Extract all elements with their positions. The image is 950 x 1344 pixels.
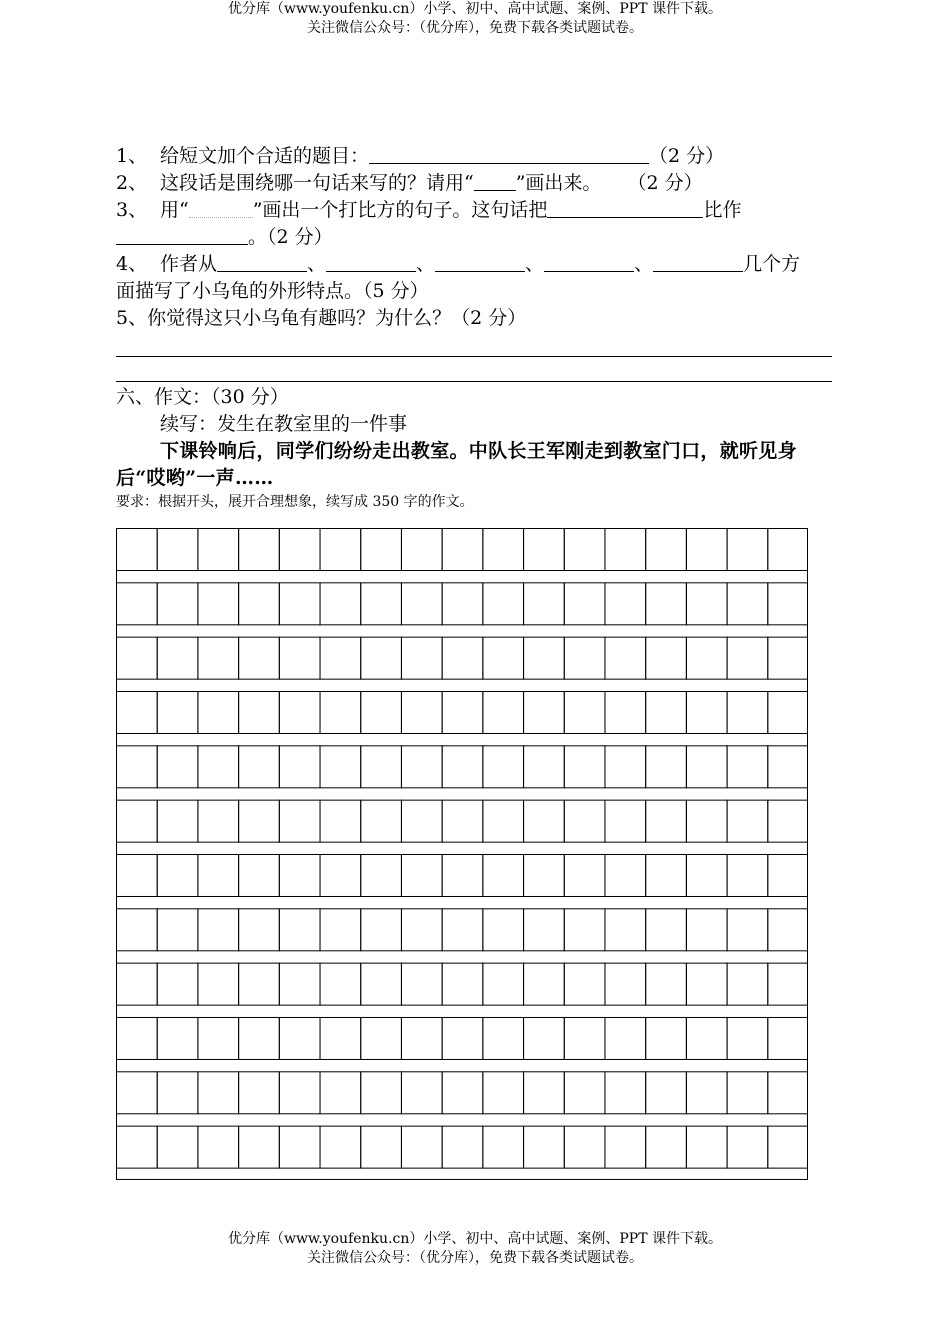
question-3 [116, 197, 832, 224]
grid-cell[interactable] [524, 583, 565, 625]
question-3-cont [116, 224, 832, 251]
grid-cell[interactable] [646, 854, 687, 896]
grid-cell[interactable] [768, 529, 808, 571]
grid-cell[interactable] [279, 800, 320, 842]
grid-cell[interactable] [198, 637, 239, 679]
grid-cell[interactable] [768, 1072, 808, 1114]
grid-cell[interactable] [524, 529, 565, 571]
grid-cell[interactable] [198, 746, 239, 788]
footer-line-1: 优分库（www.youfenku.cn）小学、初中、高中试题、案例、PPT 课件下载。 [227, 1231, 722, 1247]
composition-title: 六、作文：（30 分） [116, 386, 289, 408]
grid-cell[interactable] [524, 746, 565, 788]
grid-cell[interactable] [320, 909, 361, 951]
grid-cell[interactable] [157, 691, 198, 733]
answer-blank[interactable] [116, 226, 248, 245]
grid-cell[interactable] [768, 746, 808, 788]
answer-blank[interactable] [326, 253, 416, 272]
grid-cell[interactable] [401, 963, 442, 1005]
grid-cell[interactable] [198, 800, 239, 842]
grid-cell[interactable] [646, 909, 687, 951]
grid-cell[interactable] [361, 691, 402, 733]
grid-cell[interactable] [239, 854, 280, 896]
grid-cell[interactable] [320, 800, 361, 842]
grid-cell[interactable] [727, 691, 768, 733]
grid-cell[interactable] [442, 529, 483, 571]
question-2 [116, 170, 832, 197]
grid-cell[interactable] [279, 854, 320, 896]
grid-cell[interactable] [564, 691, 605, 733]
grid-cell[interactable] [483, 1017, 524, 1059]
grid-cell[interactable] [483, 800, 524, 842]
grid-cell[interactable] [442, 800, 483, 842]
grid-cell[interactable] [686, 854, 727, 896]
grid-cell[interactable] [361, 1017, 402, 1059]
grid-cell[interactable] [768, 800, 808, 842]
grid-cell[interactable] [157, 963, 198, 1005]
composition-requirement: 要求：根据开头，展开合理想象，续写成 350 字的作文。 [116, 494, 474, 510]
grid-cell[interactable] [198, 1017, 239, 1059]
grid-cell[interactable] [605, 583, 646, 625]
grid-cell[interactable] [117, 854, 158, 896]
grid-cell[interactable] [646, 1126, 687, 1168]
question-4 [116, 251, 832, 278]
grid-cell[interactable] [361, 746, 402, 788]
grid-cell[interactable] [320, 1017, 361, 1059]
question-text: 用“ [160, 199, 189, 221]
grid-cell[interactable] [727, 854, 768, 896]
grid-cell[interactable] [686, 583, 727, 625]
answer-line-2[interactable] [116, 357, 832, 382]
grid-cell[interactable] [564, 963, 605, 1005]
grid-cell[interactable] [483, 963, 524, 1005]
grid-cell[interactable] [483, 1072, 524, 1114]
grid-cell[interactable] [483, 583, 524, 625]
grid-cell[interactable] [320, 637, 361, 679]
answer-blank[interactable] [653, 253, 743, 272]
grid-cell[interactable] [401, 637, 442, 679]
grid-cell[interactable] [442, 854, 483, 896]
grid-cell[interactable] [605, 746, 646, 788]
question-1 [116, 143, 832, 170]
grid-cell[interactable] [646, 1017, 687, 1059]
separator: 、 [525, 253, 545, 275]
grid-cell[interactable] [605, 1072, 646, 1114]
grid-cell[interactable] [605, 1017, 646, 1059]
grid-cell[interactable] [564, 1017, 605, 1059]
question-text: ”画出一个打比方的句子。这句话把 [252, 199, 548, 221]
grid-cell[interactable] [686, 1017, 727, 1059]
grid-cell[interactable] [442, 691, 483, 733]
grid-cell[interactable] [157, 1072, 198, 1114]
grid-cell[interactable] [198, 963, 239, 1005]
grid-cell[interactable] [198, 583, 239, 625]
grid-cell[interactable] [239, 909, 280, 951]
grid-cell[interactable] [727, 583, 768, 625]
grid-cell[interactable] [320, 529, 361, 571]
grid-cell[interactable] [686, 1126, 727, 1168]
grid-cell[interactable] [564, 854, 605, 896]
grid-cell[interactable] [279, 691, 320, 733]
grid-cell[interactable] [483, 746, 524, 788]
grid-cell[interactable] [320, 1126, 361, 1168]
grid-cell[interactable] [401, 691, 442, 733]
grid-cell[interactable] [117, 1072, 158, 1114]
question-number: 3、 [116, 199, 148, 221]
grid-cell[interactable] [279, 637, 320, 679]
grid-cell[interactable] [564, 637, 605, 679]
grid-cell[interactable] [361, 963, 402, 1005]
grid-cell[interactable] [686, 691, 727, 733]
grid-cell[interactable] [401, 1017, 442, 1059]
grid-cell[interactable] [524, 1072, 565, 1114]
answer-blank[interactable] [547, 199, 703, 218]
grid-cell[interactable] [524, 963, 565, 1005]
grid-cell[interactable] [239, 529, 280, 571]
grid-border [117, 529, 808, 1180]
grid-cell[interactable] [279, 583, 320, 625]
grid-cell[interactable] [524, 800, 565, 842]
grid-cell[interactable] [117, 637, 158, 679]
grid-cell[interactable] [279, 1126, 320, 1168]
answer-blank[interactable] [544, 253, 634, 272]
answer-blank[interactable] [435, 253, 525, 272]
grid-cell[interactable] [727, 746, 768, 788]
grid-cell[interactable] [157, 854, 198, 896]
question-text: ”画出来。 [515, 172, 602, 194]
question-5: 5、你觉得这只小乌龟有趣吗？为什么？（2 分） [116, 307, 527, 329]
grid-cell[interactable] [361, 909, 402, 951]
grid-cell[interactable] [483, 854, 524, 896]
underline-sample [474, 172, 516, 191]
separator: 、 [307, 253, 327, 275]
grid-cell[interactable] [727, 909, 768, 951]
grid-cell[interactable] [157, 800, 198, 842]
grid-cell[interactable] [483, 909, 524, 951]
grid-cell[interactable] [320, 691, 361, 733]
grid-cell[interactable] [320, 854, 361, 896]
grid-cell[interactable] [442, 1126, 483, 1168]
grid-cell[interactable] [361, 800, 402, 842]
grid-cell[interactable] [605, 854, 646, 896]
writing-grid[interactable] [116, 528, 808, 1180]
question-score: （2 分） [627, 172, 703, 194]
grid-cell[interactable] [483, 637, 524, 679]
question-text: 给短文加个合适的题目： [160, 145, 370, 167]
grid-cell[interactable] [401, 1126, 442, 1168]
question-score: （2 分） [649, 145, 725, 167]
answer-line-1[interactable] [116, 332, 832, 357]
answer-blank[interactable] [369, 145, 649, 164]
grid-cell[interactable] [768, 963, 808, 1005]
grid-cell[interactable] [361, 583, 402, 625]
grid-cell[interactable] [157, 746, 198, 788]
grid-cell[interactable] [157, 637, 198, 679]
grid-cell[interactable] [320, 583, 361, 625]
grid-cell[interactable] [198, 529, 239, 571]
grid-cell[interactable] [483, 529, 524, 571]
grid-cell[interactable] [727, 963, 768, 1005]
grid-cell[interactable] [279, 1072, 320, 1114]
grid-cell[interactable] [768, 854, 808, 896]
grid-cell[interactable] [198, 1072, 239, 1114]
grid-cell[interactable] [401, 854, 442, 896]
grid-cell[interactable] [442, 583, 483, 625]
grid-cell[interactable] [157, 583, 198, 625]
grid-cell[interactable] [524, 637, 565, 679]
grid-cell[interactable] [239, 800, 280, 842]
grid-cell[interactable] [768, 583, 808, 625]
grid-cell[interactable] [117, 691, 158, 733]
grid-cell[interactable] [646, 746, 687, 788]
grid-cell[interactable] [524, 909, 565, 951]
header-line-2: 关注微信公众号：（优分库），免费下载各类试题试卷。 [307, 20, 643, 36]
grid-cell[interactable] [524, 1017, 565, 1059]
grid-cell[interactable] [768, 909, 808, 951]
grid-cell[interactable] [564, 746, 605, 788]
grid-cell[interactable] [198, 691, 239, 733]
question-number: 2、 [116, 172, 148, 194]
grid-cell[interactable] [768, 637, 808, 679]
grid-cell[interactable] [117, 1126, 158, 1168]
grid-cell[interactable] [686, 1072, 727, 1114]
grid-cell[interactable] [727, 800, 768, 842]
grid-cell[interactable] [646, 691, 687, 733]
grid-cell[interactable] [401, 583, 442, 625]
question-text: 作者从 [160, 253, 218, 275]
grid-cell[interactable] [239, 1017, 280, 1059]
grid-cell[interactable] [117, 963, 158, 1005]
answer-blank[interactable] [217, 253, 307, 272]
page-header [0, 0, 950, 38]
grid-cell[interactable] [605, 637, 646, 679]
grid-cell[interactable] [483, 691, 524, 733]
page-footer [0, 1230, 950, 1268]
grid-cell[interactable] [605, 963, 646, 1005]
grid-cell[interactable] [646, 1072, 687, 1114]
grid-cell[interactable] [768, 691, 808, 733]
grid-cell[interactable] [198, 909, 239, 951]
grid-cell[interactable] [117, 529, 158, 571]
grid-cell[interactable] [564, 1126, 605, 1168]
grid-cell[interactable] [727, 1017, 768, 1059]
grid-cell[interactable] [442, 909, 483, 951]
grid-cell[interactable] [117, 1017, 158, 1059]
grid-cell[interactable] [239, 637, 280, 679]
grid-cell[interactable] [361, 529, 402, 571]
grid-cell[interactable] [524, 1126, 565, 1168]
grid-cell[interactable] [768, 1126, 808, 1168]
grid-cell[interactable] [239, 691, 280, 733]
grid-cell[interactable] [646, 583, 687, 625]
question-number: 4、 [116, 253, 148, 275]
grid-cell[interactable] [727, 637, 768, 679]
grid-cell[interactable] [239, 963, 280, 1005]
grid-cell[interactable] [524, 691, 565, 733]
header-line-1: 优分库（www.youfenku.cn）小学、初中、高中试题、案例、PPT 课件下载。 [227, 1, 722, 17]
grid-cell[interactable] [361, 637, 402, 679]
question-text: 。（2 分） [248, 226, 333, 248]
grid-cell[interactable] [686, 637, 727, 679]
grid-cell[interactable] [361, 1072, 402, 1114]
wavy-underline-sample [189, 201, 253, 218]
grid-cell[interactable] [686, 800, 727, 842]
grid-cell[interactable] [768, 1017, 808, 1059]
grid-cell[interactable] [442, 963, 483, 1005]
grid-cell[interactable] [157, 1017, 198, 1059]
grid-cell[interactable] [117, 909, 158, 951]
grid-cell[interactable] [605, 691, 646, 733]
grid-cell[interactable] [320, 1072, 361, 1114]
grid-cell[interactable] [198, 1126, 239, 1168]
grid-cell[interactable] [239, 1072, 280, 1114]
grid-cell[interactable] [646, 963, 687, 1005]
grid-cell[interactable] [279, 1017, 320, 1059]
grid-cell[interactable] [524, 854, 565, 896]
grid-cell[interactable] [157, 529, 198, 571]
grid-cell[interactable] [361, 854, 402, 896]
grid-cell[interactable] [279, 746, 320, 788]
grid-cell[interactable] [605, 909, 646, 951]
grid-cell[interactable] [198, 854, 239, 896]
grid-cell[interactable] [157, 1126, 198, 1168]
composition-lead: 下课铃响后，同学们纷纷走出教室。中队长王军刚走到教室门口，就听见身后“哎哟”一声…… [116, 440, 797, 489]
grid-cell[interactable] [686, 529, 727, 571]
grid-cell[interactable] [320, 746, 361, 788]
grid-cell[interactable] [564, 1072, 605, 1114]
grid-cell[interactable] [605, 800, 646, 842]
grid-cell[interactable] [117, 746, 158, 788]
separator: 、 [416, 253, 436, 275]
grid-cell[interactable] [279, 963, 320, 1005]
grid-cell[interactable] [279, 529, 320, 571]
grid-cell[interactable] [239, 746, 280, 788]
grid-cell[interactable] [117, 583, 158, 625]
grid-cell[interactable] [442, 746, 483, 788]
grid-cell[interactable] [727, 1126, 768, 1168]
question-text: 比作 [703, 199, 742, 221]
grid-cell[interactable] [646, 529, 687, 571]
grid-cell[interactable] [727, 1072, 768, 1114]
grid-cell[interactable] [157, 909, 198, 951]
grid-cell[interactable] [401, 746, 442, 788]
grid-cell[interactable] [239, 1126, 280, 1168]
grid-cell[interactable] [401, 909, 442, 951]
grid-cell[interactable] [117, 800, 158, 842]
grid-cell[interactable] [483, 1126, 524, 1168]
grid-cell[interactable] [605, 529, 646, 571]
grid-cell[interactable] [686, 909, 727, 951]
question-text: 这段话是围绕哪一句话来写的？请用“ [160, 172, 474, 194]
grid-cell[interactable] [401, 800, 442, 842]
grid-cell[interactable] [564, 583, 605, 625]
grid-cell[interactable] [442, 637, 483, 679]
composition-topic: 续写：发生在教室里的一件事 [160, 413, 408, 435]
grid-cell[interactable] [605, 1126, 646, 1168]
grid-cell[interactable] [646, 637, 687, 679]
grid-cell[interactable] [727, 529, 768, 571]
separator: 、 [634, 253, 654, 275]
grid-cell[interactable] [442, 1017, 483, 1059]
grid-cell[interactable] [442, 1072, 483, 1114]
grid-cell[interactable] [646, 800, 687, 842]
question-number: 1、 [116, 145, 148, 167]
grid-cell[interactable] [279, 909, 320, 951]
question-text: 几个方 [743, 253, 801, 275]
grid-cell[interactable] [564, 529, 605, 571]
grid-cell[interactable] [401, 529, 442, 571]
grid-cell[interactable] [564, 800, 605, 842]
grid-cell[interactable] [401, 1072, 442, 1114]
grid-cell[interactable] [564, 909, 605, 951]
grid-cell[interactable] [686, 963, 727, 1005]
grid-cell[interactable] [686, 746, 727, 788]
grid-cell[interactable] [320, 963, 361, 1005]
footer-line-2: 关注微信公众号：（优分库），免费下载各类试题试卷。 [307, 1250, 643, 1266]
grid-cell[interactable] [361, 1126, 402, 1168]
question-4-cont: 面描写了小乌龟的外形特点。（5 分） [116, 280, 429, 302]
questions-section [116, 143, 832, 512]
grid-cell[interactable] [239, 583, 280, 625]
